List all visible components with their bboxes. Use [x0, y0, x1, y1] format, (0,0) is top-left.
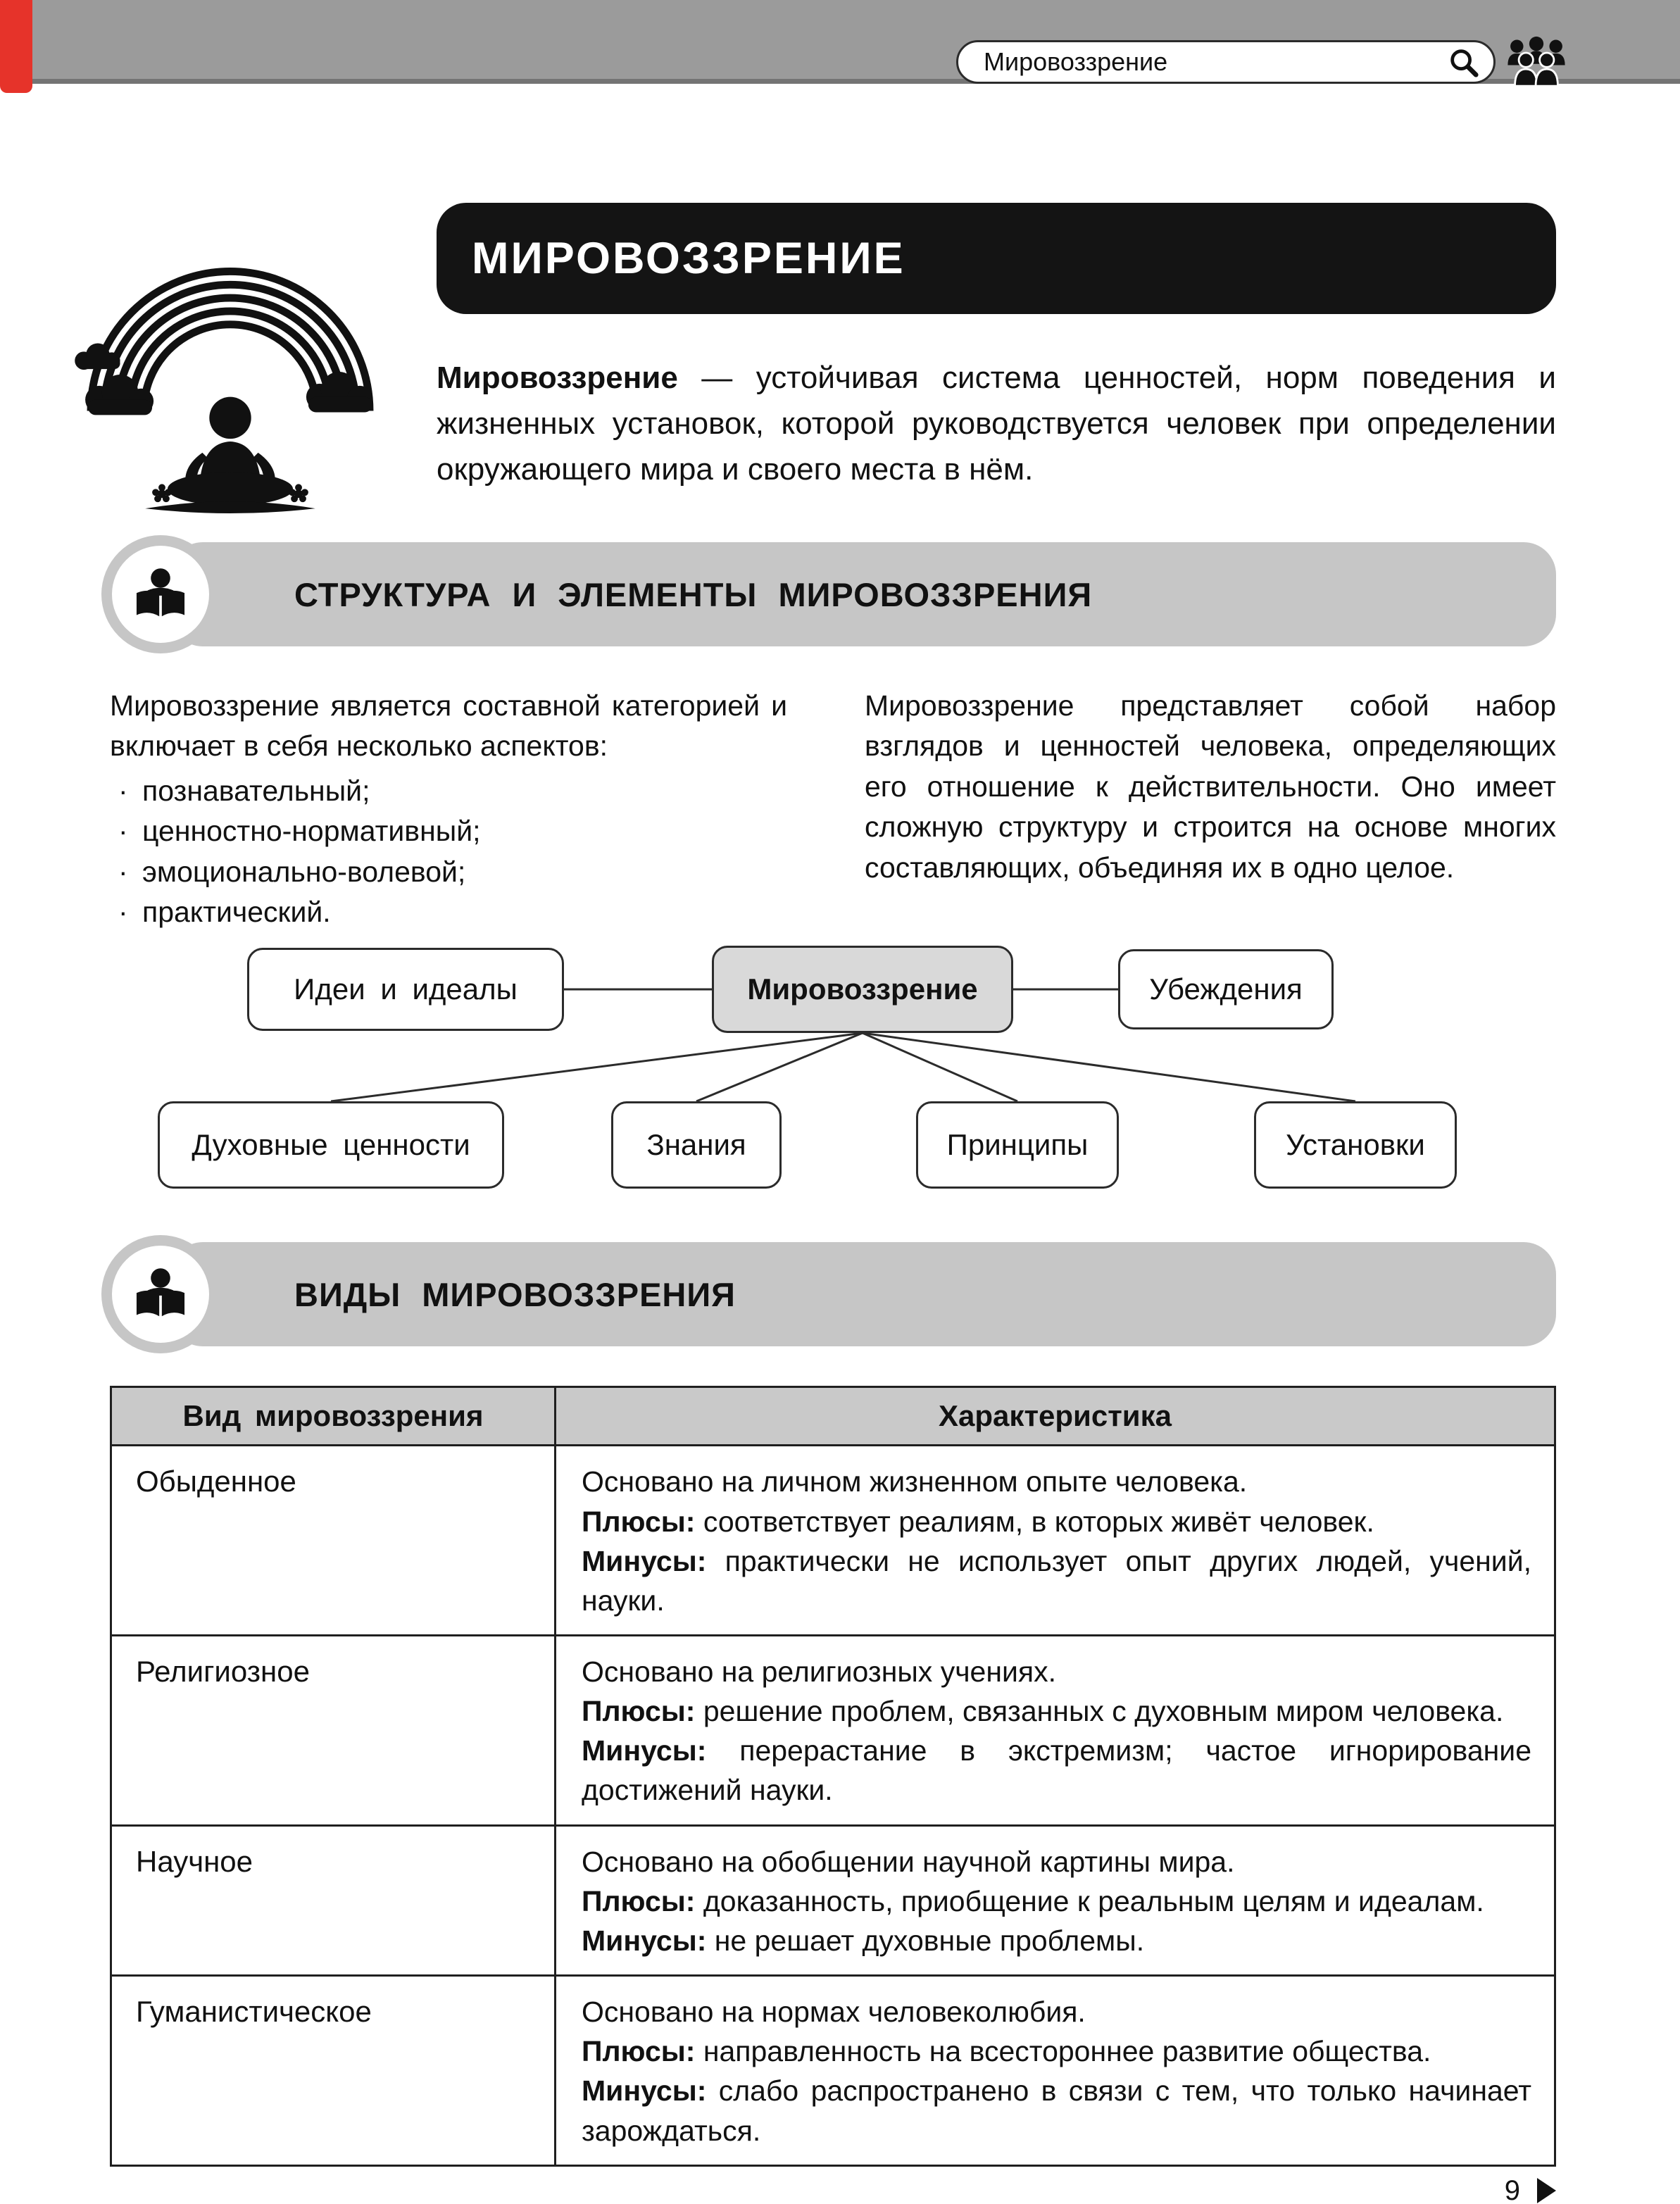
section-header-types [110, 1235, 1556, 1353]
red-bookmark-tab [0, 0, 32, 93]
table-row [111, 1976, 1555, 2166]
table-header-row [111, 1387, 1555, 1446]
list-item [110, 771, 787, 811]
bullet-marker: · [118, 895, 128, 928]
diagram-box-label: Мировоззрение [747, 972, 978, 1006]
section-title: СТРУКТУРА И ЭЛЕМЕНТЫ МИРОВОЗЗРЕНИЯ [294, 575, 1093, 613]
characteristic-cell: Основано на обобщении научной картины мира. Плюсы: доказанность, приобщение к реальным целям и идеалам. Минусы: не решает духовные проблемы. [556, 1825, 1555, 1975]
definition-term: Мировоззрение [437, 361, 678, 395]
table-row [111, 1635, 1555, 1825]
diagram-box-ideas [247, 948, 564, 1031]
structure-left-intro: Мировоззрение является составной категорией и включает в себя несколько аспектов: [110, 689, 787, 763]
worldview-type-cell: Научное [111, 1825, 556, 1975]
hero-section [110, 83, 1556, 510]
page-title: МИРОВОЗЗРЕНИЕ [472, 234, 905, 283]
section-title: ВИДЫ МИРОВОЗЗРЕНИЯ [294, 1275, 736, 1313]
page-title-banner [437, 203, 1556, 314]
worldview-type-cell: Гуманистическое [111, 1976, 556, 2166]
section-icon-badge [101, 535, 220, 653]
diagram-box-worldview [712, 946, 1013, 1033]
characteristic-cell: Основано на религиозных учениях. Плюсы: решение проблем, связанных с духовным миром человека. Минусы: перерастание в экстремизм; частое игнорирование достижений науки. [556, 1635, 1555, 1825]
reading-person-icon [128, 1262, 193, 1327]
column-header-type: Вид мировоззрения [111, 1387, 556, 1446]
diagram-box-label: Духовные ценности [192, 1128, 470, 1162]
page-footer [110, 2175, 1556, 2204]
bullet-marker: · [118, 815, 128, 848]
section-header-structure [110, 535, 1556, 653]
definition-paragraph [437, 355, 1556, 492]
diagram-box-label: Знания [646, 1128, 746, 1162]
worldview-types-table [110, 1386, 1556, 2166]
diagram-box-label: Принципы [946, 1128, 1089, 1162]
list-item-label: ценностно-нормативный; [142, 815, 481, 848]
section-bar [170, 1242, 1556, 1346]
reading-person-icon [128, 562, 193, 627]
worldview-type-cell: Обыденное [111, 1446, 556, 1636]
characteristic-cell: Основано на нормах человеколюбия. Плюсы: направленность на всестороннее развитие общества. Минусы: слабо распространено в связи с тем, что только начинает зарождаться. [556, 1976, 1555, 2166]
diagram-box-principles [916, 1101, 1119, 1189]
bullet-marker: · [118, 855, 128, 888]
diagram-box-label: Убеждения [1149, 972, 1303, 1006]
section-icon-badge [101, 1235, 220, 1353]
diagram-box-label: Идеи и идеалы [294, 972, 518, 1006]
column-header-characteristic: Характеристика [556, 1387, 1555, 1446]
section-bar [170, 542, 1556, 646]
diagram-box-label: Установки [1286, 1128, 1425, 1162]
table-row [111, 1825, 1555, 1975]
bullet-marker: · [118, 774, 128, 807]
diagram-box-beliefs [1118, 949, 1334, 1029]
search-box[interactable] [956, 40, 1496, 84]
page-number: 9 [1504, 2174, 1520, 2204]
aspects-list [110, 771, 787, 933]
diagram-box-spiritual-values [158, 1101, 504, 1189]
people-icon [1503, 35, 1570, 87]
structure-right-text: Мировоззрение представляет собой набор взглядов и ценностей человека, определяющих его отношение к действительности. Оно имеет сложную структуру и строится на основе многих составляющих, объединяя их в одно целое. [865, 689, 1556, 884]
list-item [110, 811, 787, 851]
meditation-rainbow-illustration [61, 235, 400, 514]
list-item-label: эмоционально-волевой; [142, 855, 466, 888]
characteristic-cell: Основано на личном жизненном опыте человека. Плюсы: соответствует реалиям, в которых живёт человек. Минусы: практически не использует опыт других людей, учений, науки. [556, 1446, 1555, 1636]
search-input[interactable] [982, 46, 1447, 77]
list-item [110, 892, 787, 932]
worldview-diagram [110, 942, 1556, 1210]
structure-intro [110, 686, 1556, 932]
diagram-box-attitudes [1254, 1101, 1457, 1189]
content-column [110, 83, 1556, 2204]
list-item [110, 852, 787, 892]
worldview-type-cell: Религиозное [111, 1635, 556, 1825]
search-icon[interactable] [1447, 46, 1479, 78]
diagram-box-knowledge [611, 1101, 782, 1189]
definition-text: — устойчивая система ценностей, норм поведения и жизненных установок, которой руководствуется человек при определении окружающего мира и своего места в нём. [437, 361, 1556, 487]
list-item-label: познавательный; [142, 774, 370, 807]
next-page-icon [1537, 2178, 1556, 2203]
table-row [111, 1446, 1555, 1636]
list-item-label: практический. [142, 895, 331, 928]
